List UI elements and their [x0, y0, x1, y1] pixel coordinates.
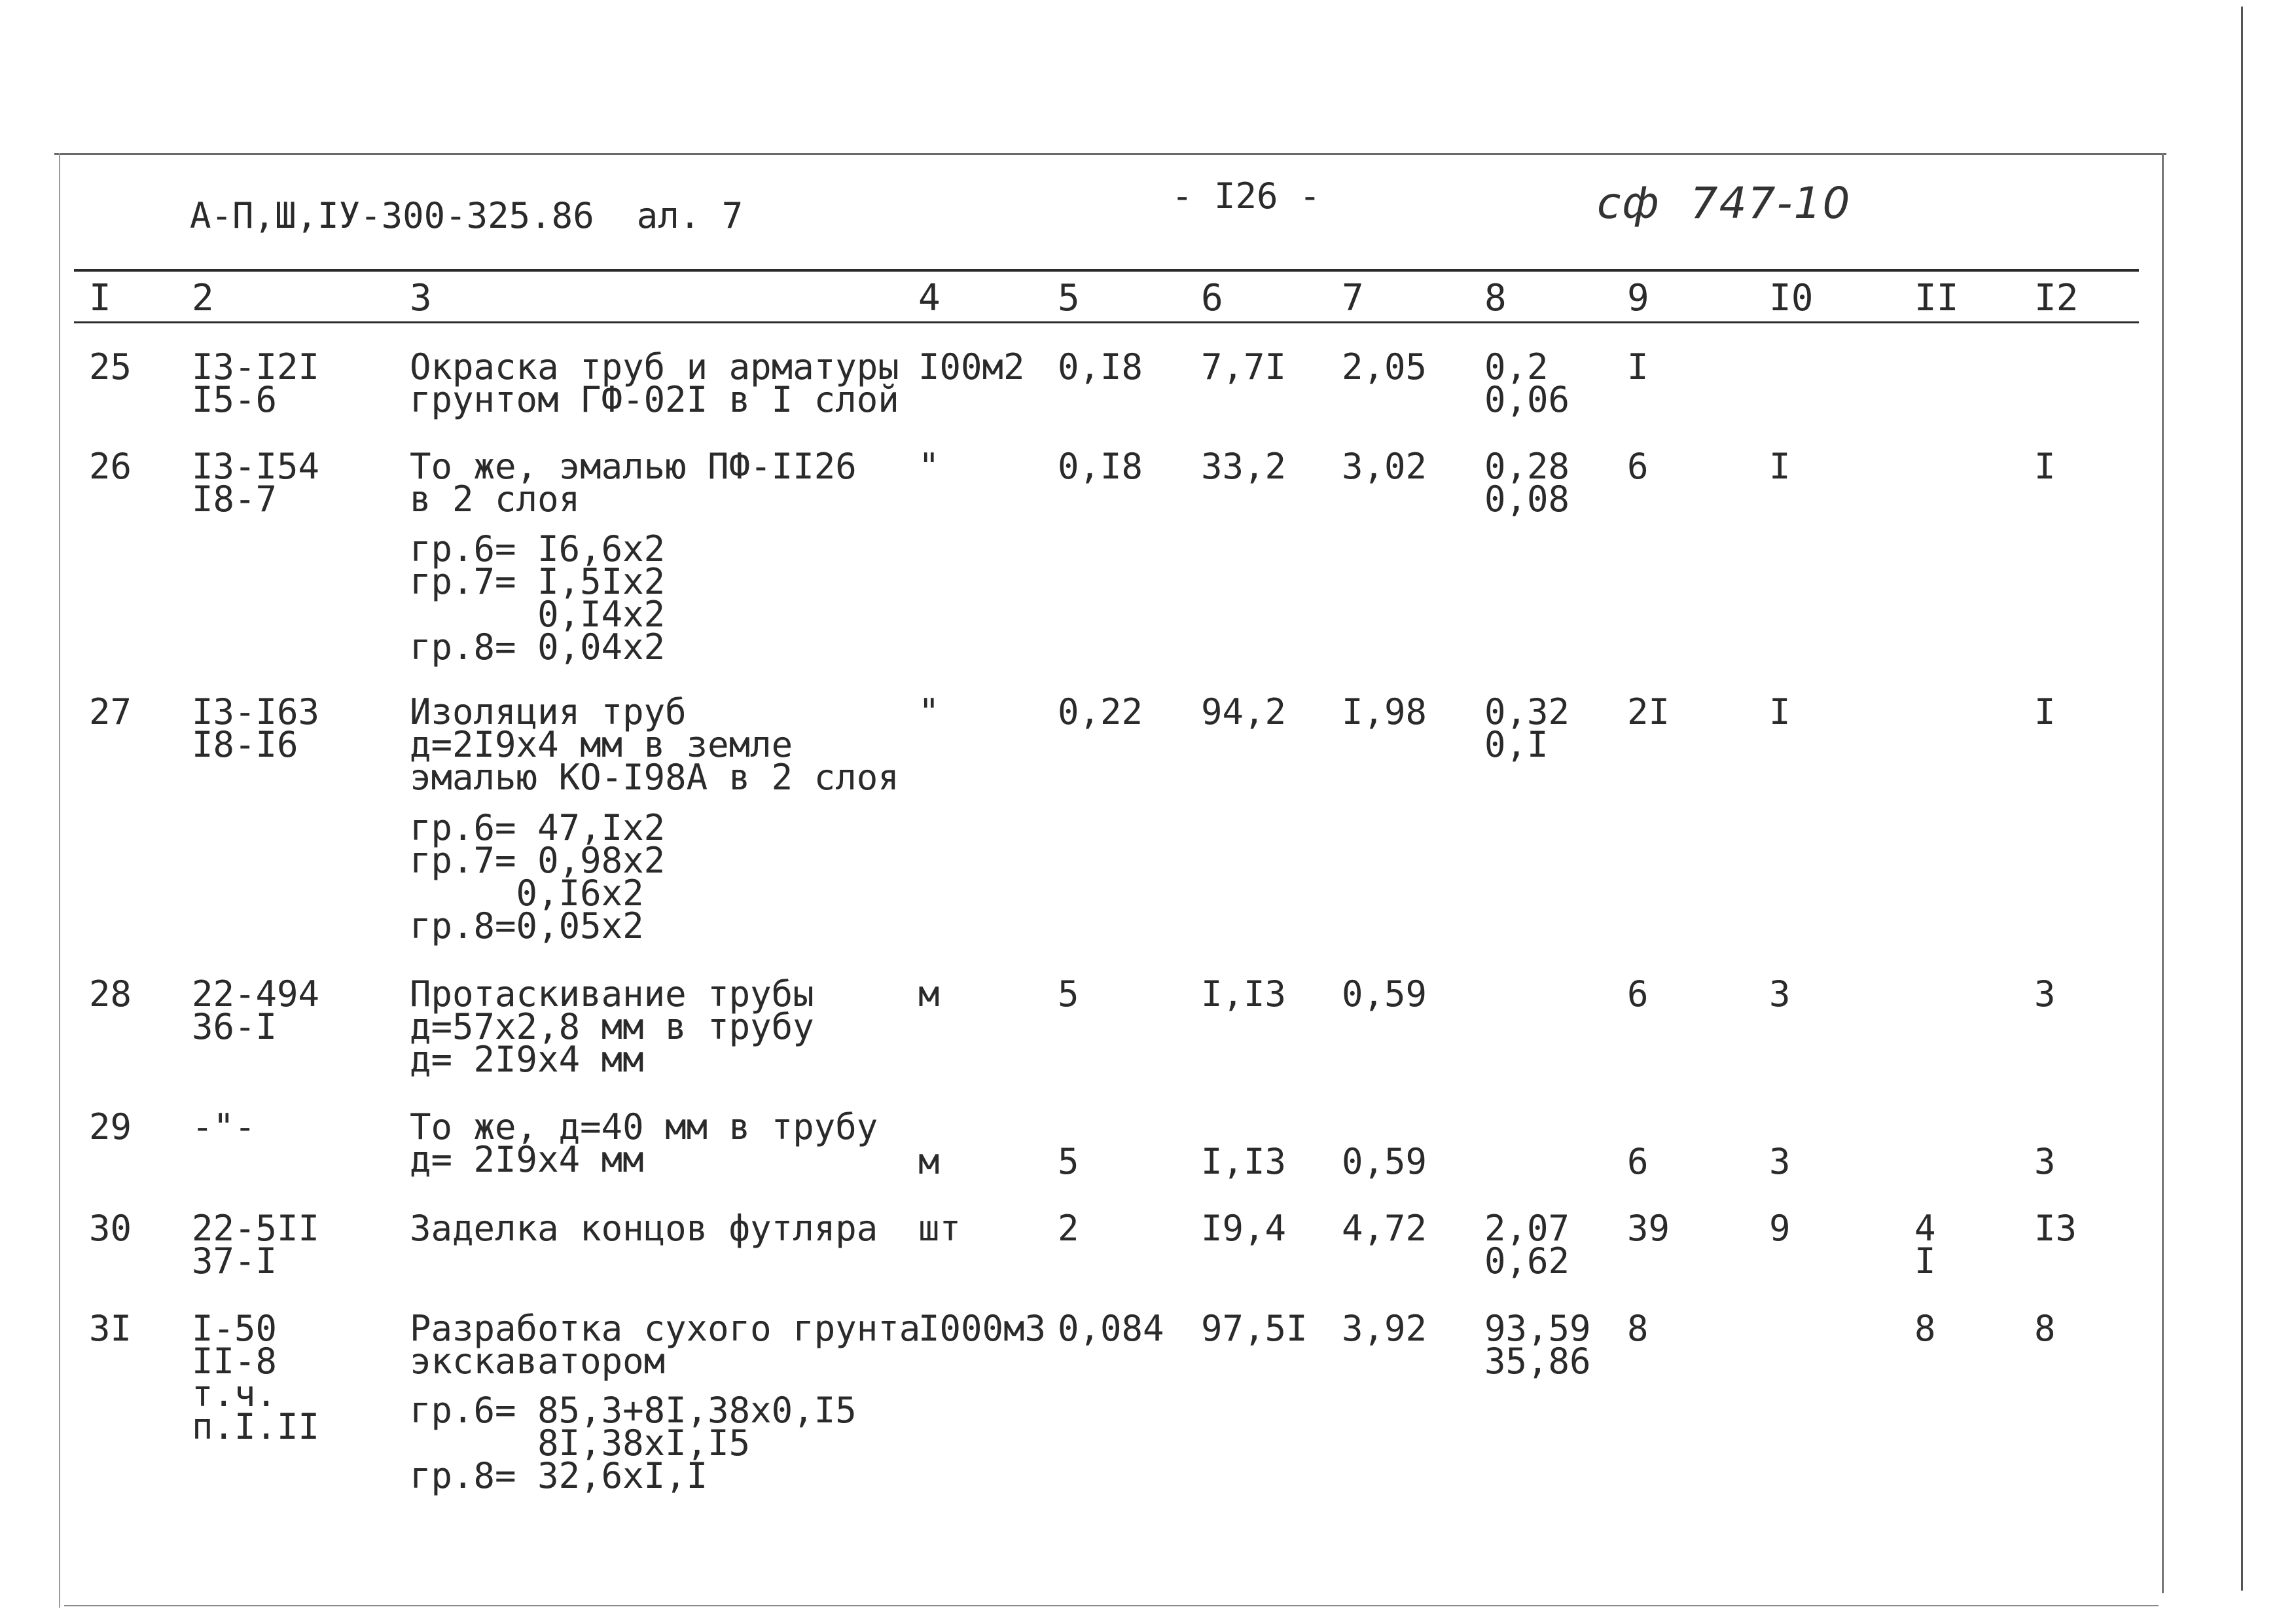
calculation-note: гр.6= 85,3+8I,38x0,I5 8I,38xI,I5 гр.8= 32,6xI,I — [410, 1390, 857, 1496]
frame-left-line — [59, 153, 60, 1608]
norm-code: 22-5II 37-I — [192, 1208, 320, 1282]
col-12-value: I3 — [2034, 1208, 2077, 1249]
col-num-7: 7 — [1342, 277, 1364, 319]
col-7-value: 0,59 — [1342, 1141, 1427, 1182]
norm-code: 22-494 36-I — [192, 973, 320, 1047]
quantity: 2 — [1058, 1208, 1079, 1249]
frame-bottom-line — [64, 1605, 2159, 1606]
col-6-value: I,I3 — [1201, 1141, 1287, 1182]
work-description: Изоляция труб д=2I9x4 мм в земле эмалью КО-I98А в 2 слоя — [410, 691, 899, 798]
norm-code: I-50 II-8 т.ч. п.I.II — [192, 1308, 320, 1447]
col-num-2: 2 — [192, 277, 214, 319]
col-8-value: 0,2 0,06 — [1484, 346, 1570, 420]
row-number: 29 — [89, 1106, 132, 1147]
col-7-value: 3,92 — [1342, 1308, 1427, 1349]
unit: I000м3 — [918, 1308, 1047, 1349]
quantity: 0,I8 — [1058, 446, 1143, 487]
row-number: 26 — [89, 446, 132, 487]
col-10-value: 3 — [1769, 973, 1791, 1015]
col-11-value: 4 I — [1914, 1208, 1936, 1282]
col-num-5: 5 — [1058, 277, 1080, 319]
col-12-value: 8 — [2034, 1308, 2056, 1349]
unit: I00м2 — [918, 346, 1025, 388]
quantity: 0,I8 — [1058, 346, 1143, 388]
doc-code: А-П,Ш,IУ-300-325.86 ал. 7 — [190, 195, 744, 236]
row-number: 28 — [89, 973, 132, 1015]
unit: " — [918, 446, 940, 487]
col-num-11: II — [1914, 277, 1959, 319]
col-12-value: I — [2034, 446, 2056, 487]
col-6-value: I,I3 — [1201, 973, 1287, 1015]
col-num-3: 3 — [410, 277, 432, 319]
col-9-value: 6 — [1627, 973, 1649, 1015]
col-11-value: 8 — [1914, 1308, 1936, 1349]
col-8-value: 93,59 35,86 — [1484, 1308, 1591, 1382]
quantity: 0,22 — [1058, 691, 1143, 732]
col-9-value: 6 — [1627, 446, 1649, 487]
unit: м — [918, 973, 940, 1015]
col-6-value: 33,2 — [1201, 446, 1287, 487]
norm-code: -"- — [192, 1106, 256, 1147]
col-9-value: 6 — [1627, 1141, 1649, 1182]
col-8-value: 2,07 0,62 — [1484, 1208, 1570, 1282]
calculation-note: гр.6= I6,6x2 гр.7= I,5Ix2 0,I4x2 гр.8= 0,04x2 — [410, 528, 666, 668]
col-7-value: 4,72 — [1342, 1208, 1427, 1249]
row-number: 30 — [89, 1208, 132, 1249]
col-7-value: 3,02 — [1342, 446, 1427, 487]
col-num-4: 4 — [918, 277, 941, 319]
col-num-10: I0 — [1769, 277, 1814, 319]
work-description: То же, эмалью ПФ-II26 в 2 слоя — [410, 446, 857, 520]
work-description: То же, д=40 мм в трубу д= 2I9x4 мм — [410, 1106, 878, 1180]
work-description: Окраска труб и арматуры грунтом ГФ-02I в I слой — [410, 346, 899, 420]
col-9-value: 2I — [1627, 691, 1670, 732]
col-6-value: 97,5I — [1201, 1308, 1308, 1349]
unit: м — [918, 1141, 940, 1182]
col-num-8: 8 — [1484, 277, 1507, 319]
col-10-value: 3 — [1769, 1141, 1791, 1182]
col-num-6: 6 — [1201, 277, 1223, 319]
col-12-value: I — [2034, 691, 2056, 732]
col-num-9: 9 — [1627, 277, 1649, 319]
work-description: Протаскивание трубы д=57x2,8 мм в трубу д= 2I9x4 мм — [410, 973, 814, 1080]
table-header-rule — [74, 321, 2139, 323]
row-number: 25 — [89, 346, 132, 388]
col-10-value: I — [1769, 691, 1791, 732]
work-description: Разработка сухого грунта экскаватором — [410, 1308, 921, 1382]
row-number: 3I — [89, 1308, 132, 1349]
calculation-note: гр.6= 47,Ix2 гр.7= 0,98x2 0,I6x2 гр.8=0,05x2 — [410, 807, 666, 947]
norm-code: I3-I54 I8-7 — [192, 446, 320, 520]
col-8-value: 0,32 0,I — [1484, 691, 1570, 765]
page-edge-line — [2241, 7, 2243, 1591]
col-num-1: I — [89, 277, 111, 319]
frame-right-line — [2162, 153, 2164, 1593]
col-7-value: 0,59 — [1342, 973, 1427, 1015]
col-10-value: 9 — [1769, 1208, 1791, 1249]
norm-code: I3-I2I I5-6 — [192, 346, 320, 420]
frame-top-line — [54, 153, 2166, 155]
quantity: 5 — [1058, 1141, 1079, 1182]
col-7-value: 2,05 — [1342, 346, 1427, 388]
col-num-12: I2 — [2034, 277, 2079, 319]
col-9-value: 8 — [1627, 1308, 1649, 1349]
col-7-value: I,98 — [1342, 691, 1427, 732]
unit: " — [918, 691, 940, 732]
handwritten-note: сф 747-10 — [1597, 178, 1852, 228]
col-10-value: I — [1769, 446, 1791, 487]
col-6-value: 7,7I — [1201, 346, 1287, 388]
col-9-value: I — [1627, 346, 1649, 388]
table-top-rule — [74, 269, 2139, 272]
unit: шт — [918, 1208, 961, 1249]
col-8-value: 0,28 0,08 — [1484, 446, 1570, 520]
page-number: - I26 - — [1172, 175, 1321, 217]
quantity: 0,084 — [1058, 1308, 1164, 1349]
col-12-value: 3 — [2034, 1141, 2056, 1182]
work-description: Заделка концов футляра — [410, 1208, 878, 1249]
quantity: 5 — [1058, 973, 1079, 1015]
norm-code: I3-I63 I8-I6 — [192, 691, 320, 765]
col-9-value: 39 — [1627, 1208, 1670, 1249]
row-number: 27 — [89, 691, 132, 732]
col-6-value: I9,4 — [1201, 1208, 1287, 1249]
col-6-value: 94,2 — [1201, 691, 1287, 732]
col-12-value: 3 — [2034, 973, 2056, 1015]
